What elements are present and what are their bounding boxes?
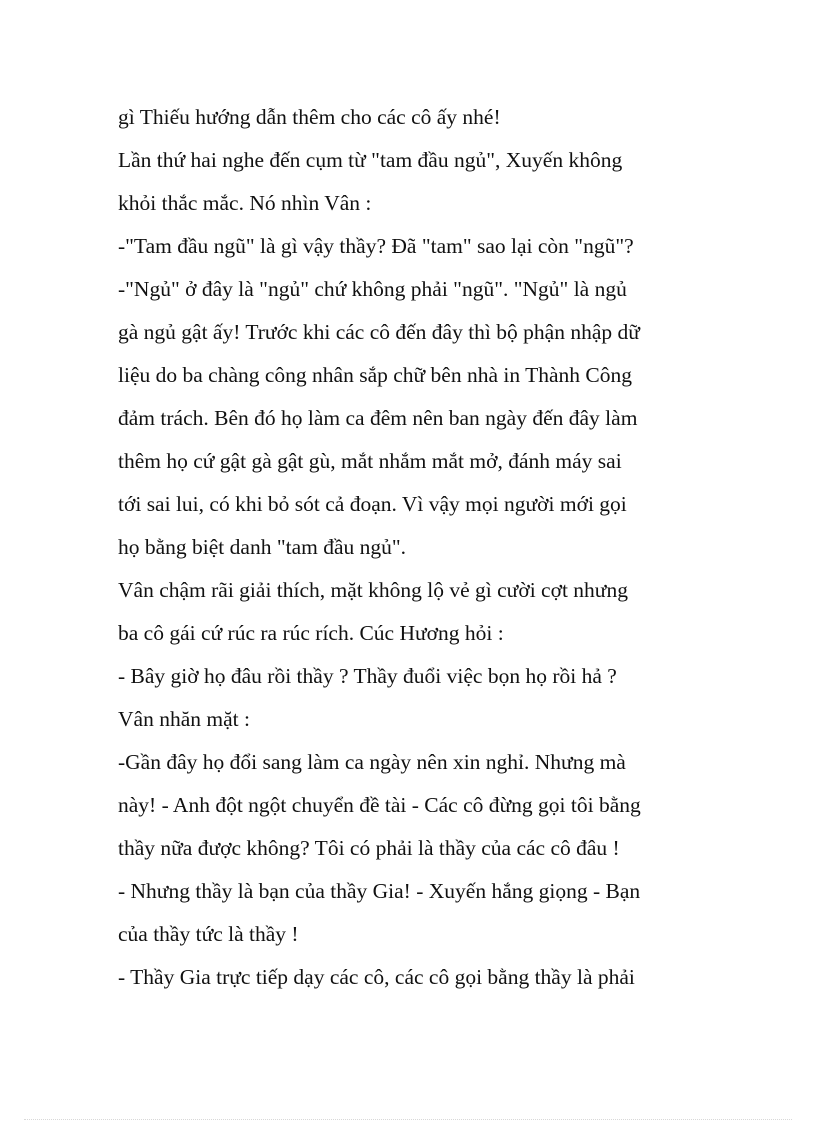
text-line: họ bằng biệt danh "tam đầu ngủ". — [118, 535, 407, 559]
text-line: tới sai lui, có khi bỏ sót cả đoạn. Vì vậy mọi người mới gọi — [118, 492, 627, 516]
text-line: -"Ngủ" ở đây là "ngủ" chứ không phải "ngũ". "Ngủ" là ngủ — [118, 277, 627, 301]
text-line: ba cô gái cứ rúc ra rúc rích. Cúc Hương hỏi : — [118, 621, 504, 645]
text-line: này! - Anh đột ngột chuyển đề tài - Các cô đừng gọi tôi bằng — [118, 793, 641, 817]
text-line: - Bây giờ họ đâu rồi thầy ? Thầy đuổi việc bọn họ rồi hả ? — [118, 664, 617, 688]
text-line: của thầy tức là thầy ! — [118, 922, 299, 946]
document-body — [118, 96, 718, 999]
text-line: -Gần đây họ đổi sang làm ca ngày nên xin nghỉ. Nhưng mà — [118, 750, 626, 774]
text-line: - Nhưng thầy là bạn của thầy Gia! - Xuyến hắng giọng - Bạn — [118, 879, 641, 903]
page-bottom-edge — [24, 1119, 792, 1120]
text-line: thêm họ cứ gật gà gật gù, mắt nhắm mắt mở, đánh máy sai — [118, 449, 622, 473]
text-line: đảm trách. Bên đó họ làm ca đêm nên ban ngày đến đây làm — [118, 406, 638, 430]
text-line: Vân chậm rãi giải thích, mặt không lộ vẻ gì cười cợt nhưng — [118, 578, 628, 602]
text-line: khỏi thắc mắc. Nó nhìn Vân : — [118, 191, 372, 215]
text-line: liệu do ba chàng công nhân sắp chữ bên nhà in Thành Công — [118, 363, 632, 387]
text-line: - Thầy Gia trực tiếp dạy các cô, các cô gọi bằng thầy là phải — [118, 965, 635, 989]
text-line: gà ngủ gật ấy! Trước khi các cô đến đây thì bộ phận nhập dữ — [118, 320, 640, 344]
text-line: -"Tam đầu ngũ" là gì vậy thầy? Đã "tam" sao lại còn "ngũ"? — [118, 234, 634, 258]
text-line: gì Thiếu hướng dẫn thêm cho các cô ấy nhé! — [118, 105, 501, 129]
text-line: Lần thứ hai nghe đến cụm từ "tam đầu ngủ", Xuyến không — [118, 148, 623, 172]
text-line: Vân nhăn mặt : — [118, 707, 250, 731]
text-line: thầy nữa được không? Tôi có phải là thầy của các cô đâu ! — [118, 836, 620, 860]
